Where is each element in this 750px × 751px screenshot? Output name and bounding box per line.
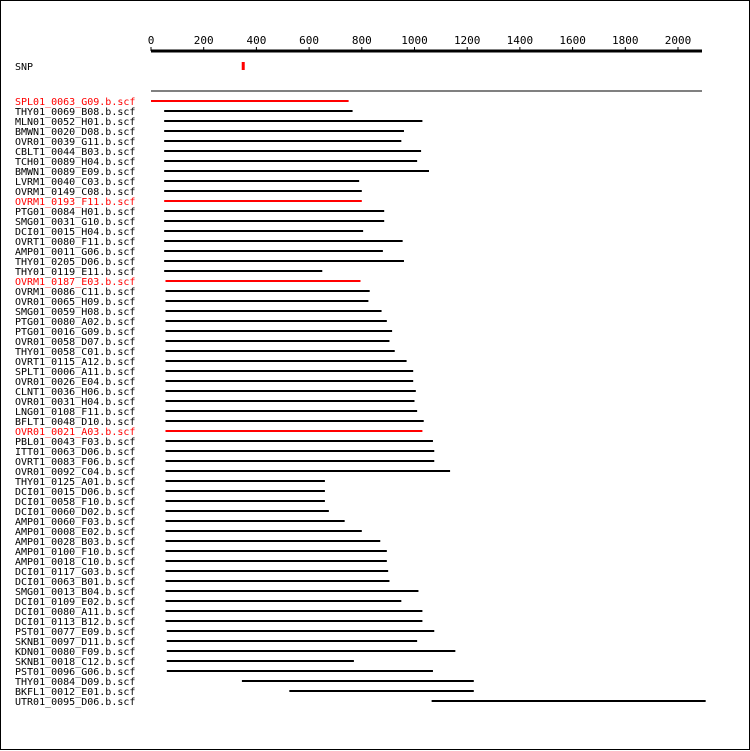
reads-list [15, 97, 706, 708]
read-label: SMG01_0013_B04.b.scf [15, 587, 136, 598]
read-label: AMP01_0100_F10.b.scf [15, 547, 136, 558]
read-label: OVRM1_0187_E03.b.scf [15, 277, 136, 288]
read-label: AMP01_0008_E02.b.scf [15, 527, 136, 538]
read-label: CLNT1_0036_H06.b.scf [15, 387, 136, 398]
read-label: THY01_0205_D06.b.scf [15, 257, 136, 268]
read-label: SMG01_0059_H08.b.scf [15, 307, 136, 318]
read-label: KDN01_0080_F09.b.scf [15, 647, 136, 658]
snp-marker [242, 62, 245, 70]
axis-tick-label: 1000 [401, 34, 428, 47]
alignment-diagram [1, 1, 750, 751]
read-label: OVR01_0058_D07.b.scf [15, 337, 136, 348]
read-label: THY01_0119_E11.b.scf [15, 267, 136, 278]
read-label: PST01_0096_G06.b.scf [15, 667, 136, 678]
read-label: LNG01_0108_F11.b.scf [15, 407, 136, 418]
read-label: AMP01_0018_C10.b.scf [15, 557, 136, 568]
axis-tick-label: 1400 [506, 34, 534, 47]
read-label: DCI01_0063_B01.b.scf [15, 577, 136, 588]
axis-tick-label: 1800 [612, 34, 639, 47]
axis-tick-label: 400 [246, 34, 267, 47]
read-label: OVR01_0026_E04.b.scf [15, 377, 136, 388]
coordinate-axis [148, 34, 702, 51]
read-label: BMWN1_0089_E09.b.scf [15, 167, 136, 178]
read-label: DCI01_0060_D02.b.scf [15, 507, 136, 518]
read-label: OVR01_0092_C04.b.scf [15, 467, 136, 478]
read-label: DCI01_0058_F10.b.scf [15, 497, 136, 508]
read-label: BMWN1_0020_D08.b.scf [15, 127, 136, 138]
snp-label: SNP [15, 62, 34, 73]
read-label: OVRM1_0193_F11.b.scf [15, 197, 136, 208]
read-label: THY01_0084_D09.b.scf [15, 677, 136, 688]
read-label: TCH01_0089_H04.b.scf [15, 157, 136, 168]
read-label: SPL01_0063_G09.b.scf [15, 97, 136, 108]
axis-tick-label: 800 [351, 34, 372, 47]
read-label: OVRT1_0115_A12.b.scf [15, 357, 136, 368]
read-label: SPLT1_0006_A11.b.scf [15, 367, 136, 378]
read-label: DCI01_0080_A11.b.scf [15, 607, 136, 618]
read-label: AMP01_0028_B03.b.scf [15, 537, 136, 548]
read-label: PTG01_0084_H01.b.scf [15, 207, 136, 218]
read-label: DCI01_0113_B12.b.scf [15, 617, 136, 628]
read-label: OVRT1_0083_F06.b.scf [15, 457, 136, 468]
read-label: OVRT1_0080_F11.b.scf [15, 237, 136, 248]
read-label: UTR01_0095_D06.b.scf [15, 697, 136, 708]
read-label: BFLT1_0048_D10.b.scf [15, 417, 136, 428]
read-label: PBL01_0043_F03.b.scf [15, 437, 136, 448]
axis-tick-label: 200 [193, 34, 214, 47]
read-label: DCI01_0015_H04.b.scf [15, 227, 136, 238]
read-label: THY01_0069_B08.b.scf [15, 107, 136, 118]
read-label: PST01_0077_E09.b.scf [15, 627, 136, 638]
read-label: CBLT1_0044_B03.b.scf [15, 147, 136, 158]
read-label: DCI01_0117_G03.b.scf [15, 567, 136, 578]
read-label: PTG01_0016_G09.b.scf [15, 327, 136, 338]
read-label: DCI01_0109_E02.b.scf [15, 597, 136, 608]
axis-tick-label: 0 [147, 34, 155, 47]
read-label: AMP01_0011_G06.b.scf [15, 247, 136, 258]
read-label: SKNB1_0018_C12.b.scf [15, 657, 136, 668]
read-label: SKNB1_0097_D11.b.scf [15, 637, 136, 648]
read-label: OVR01_0031_H04.b.scf [15, 397, 136, 408]
read-label: OVRM1_0149_C08.b.scf [15, 187, 136, 198]
read-label: OVR01_0065_H09.b.scf [15, 297, 136, 308]
snp-track [15, 62, 245, 73]
read-label: AMP01_0060_F03.b.scf [15, 517, 136, 528]
read-label: DCI01_0015_D06.b.scf [15, 487, 136, 498]
axis-tick-label: 600 [299, 34, 320, 47]
axis-tick-label: 1600 [559, 34, 586, 47]
read-label: ITT01_0063_D06.b.scf [15, 447, 136, 458]
read-label: OVRM1_0086_C11.b.scf [15, 287, 136, 298]
axis-tick-label: 2000 [664, 34, 692, 47]
read-label: THY01_0058_C01.b.scf [15, 347, 136, 358]
axis-tick-label: 1200 [453, 34, 481, 47]
read-label: SMG01_0031_G10.b.scf [15, 217, 136, 228]
read-label: OVR01_0039_G11.b.scf [15, 137, 136, 148]
read-label: OVR01_0021_A03.b.scf [15, 427, 136, 438]
read-label: LVRM1_0040_C03.b.scf [15, 177, 136, 188]
read-label: MLN01_0052_H01.b.scf [15, 117, 136, 128]
read-label: BKFL1_0012_E01.b.scf [15, 687, 136, 698]
read-label: PTG01_0080_A02.b.scf [15, 317, 136, 328]
read-label: THY01_0125_A01.b.scf [15, 477, 136, 488]
